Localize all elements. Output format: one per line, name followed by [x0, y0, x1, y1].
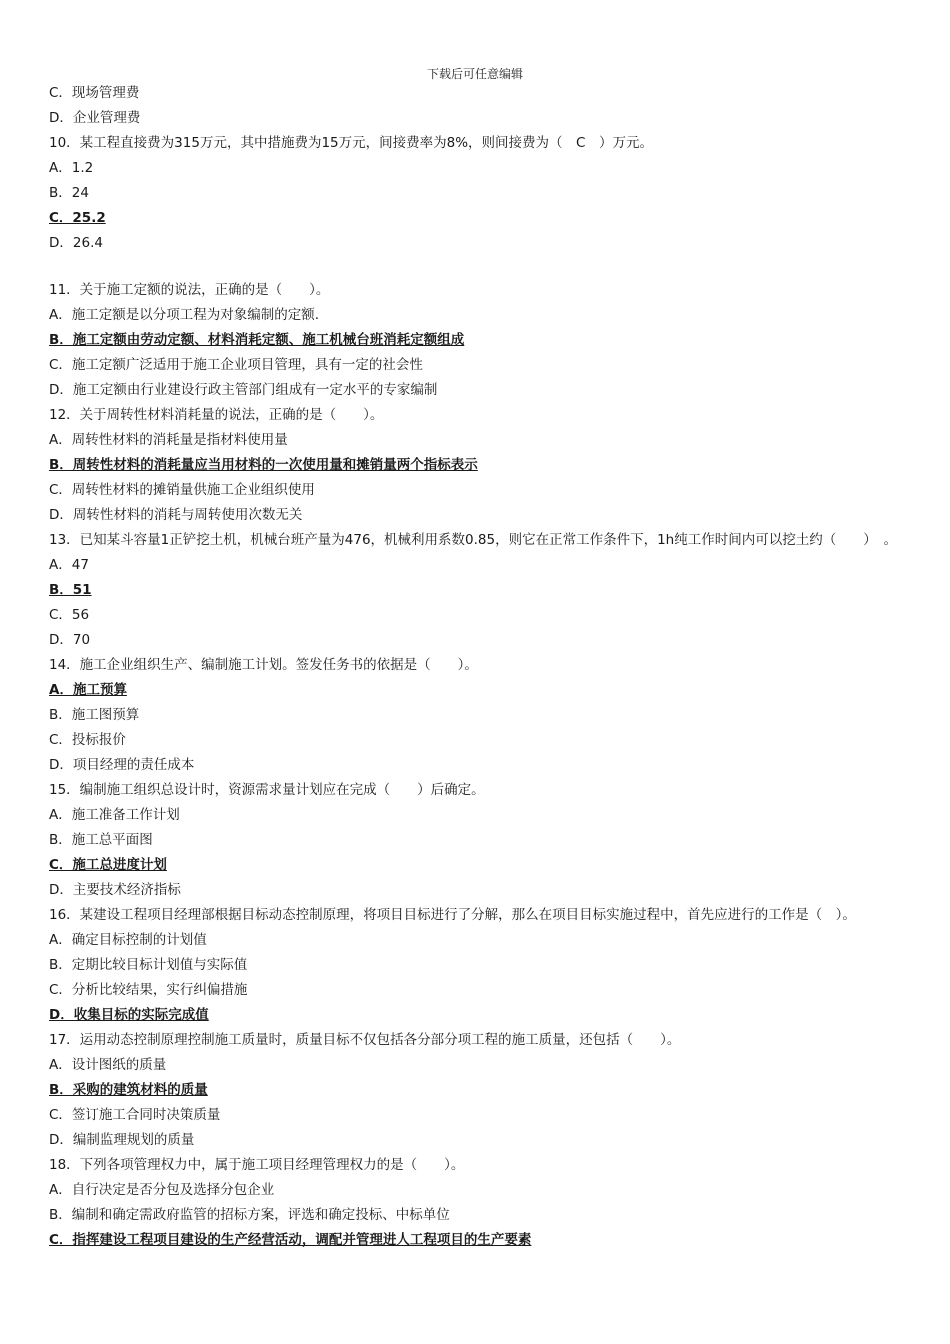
question-stem: 10．某工程直接费为315万元，其中措施费为15万元，间接费率为8%，则间接费为（ C ）万元。 — [49, 135, 653, 151]
correct-option: B．51 — [49, 582, 92, 598]
correct-option: B．采购的建筑材料的质量 — [49, 1082, 208, 1098]
answer-option: B．定期比较目标计划值与实际值 — [49, 957, 248, 973]
answer-option: B．施工图预算 — [49, 707, 140, 723]
question-stem: 11．关于施工定额的说法，正确的是（ ）。 — [49, 282, 330, 298]
answer-option: A．施工定额是以分项工程为对象编制的定额. — [49, 307, 320, 323]
answer-option: D．编制监理规划的质量 — [49, 1132, 195, 1148]
answer-option: A．确定目标控制的计划值 — [49, 932, 207, 948]
answer-option: B．施工总平面图 — [49, 832, 153, 848]
question-stem: 18．下列各项管理权力中，属于施工项目经理管理权力的是（ ）。 — [49, 1157, 465, 1173]
question-stem: 17．运用动态控制原理控制施工质量时，质量目标不仅包括各分部分项工程的施工质量，还包括（ ）。 — [49, 1032, 681, 1048]
answer-option: A．施工准备工作计划 — [49, 807, 180, 823]
question-stem: 15．编制施工组织总设计时，资源需求量计划应在完成（ ）后确定。 — [49, 782, 485, 798]
answer-option: D．70 — [49, 632, 91, 648]
answer-option: A．周转性材料的消耗量是指材料使用量 — [49, 432, 288, 448]
question-list — [49, 81, 909, 1253]
page-header: 下载后可任意编辑 — [426, 67, 523, 81]
answer-option: D．26.4 — [49, 235, 103, 251]
correct-option: B．周转性材料的消耗量应当用材料的一次使用量和摊销量两个指标表示 — [49, 457, 478, 473]
question-stem: 12．关于周转性材料消耗量的说法，正确的是（ ）。 — [49, 407, 384, 423]
answer-option: B．24 — [49, 185, 89, 201]
answer-option: C．现场管理费 — [49, 85, 140, 101]
correct-option: A．施工预算 — [49, 682, 127, 698]
answer-option: A．1.2 — [49, 160, 94, 176]
answer-option: A．47 — [49, 557, 89, 573]
question-stem: 14．施工企业组织生产、编制施工计划。签发任务书的依据是（ ）。 — [49, 657, 478, 673]
answer-option: D．主要技术经济指标 — [49, 882, 181, 898]
answer-option: C．56 — [49, 607, 90, 623]
blank-spacer — [49, 256, 909, 278]
correct-option: C．施工总进度计划 — [49, 857, 167, 873]
answer-option: D．施工定额由行业建设行政主管部门组成有一定水平的专家编制 — [49, 382, 438, 398]
question-stem: 13．已知某斗容量1正铲挖土机，机械台班产量为476，机械利用系数0.85，则它在正常工作条件下，1h纯工作时间内可以挖土约（ ） 。 — [49, 532, 897, 548]
answer-option: D．周转性材料的消耗与周转使用次数无关 — [49, 507, 303, 523]
answer-option: D．项目经理的责任成本 — [49, 757, 195, 773]
correct-option: B．施工定额由劳动定额、材料消耗定额、施工机械台班消耗定额组成 — [49, 332, 465, 348]
answer-option: C．投标报价 — [49, 732, 126, 748]
correct-option: C．25.2 — [49, 210, 106, 226]
answer-option: B．编制和确定需政府监管的招标方案，评选和确定投标、中标单位 — [49, 1207, 450, 1223]
question-stem: 16．某建设工程项目经理部根据目标动态控制原理，将项目目标进行了分解，那么在项目目标实施过程中，首先应进行的工作是（ ）。 — [49, 907, 856, 923]
answer-option: C．签订施工合同时决策质量 — [49, 1107, 221, 1123]
answer-option: D．企业管理费 — [49, 110, 141, 126]
answer-option: A．自行决定是否分包及选择分包企业 — [49, 1182, 275, 1198]
answer-option: C．周转性材料的摊销量供施工企业组织使用 — [49, 482, 315, 498]
correct-option: D．收集目标的实际完成值 — [49, 1007, 209, 1023]
answer-option: A．设计图纸的质量 — [49, 1057, 167, 1073]
answer-option: C．施工定额广泛适用于施工企业项目管理，具有一定的社会性 — [49, 357, 423, 373]
answer-option: C．分析比较结果，实行纠偏措施 — [49, 982, 248, 998]
correct-option: C．指挥建设工程项目建设的生产经营活动，调配并管理进人工程项目的生产要素 — [49, 1232, 532, 1248]
